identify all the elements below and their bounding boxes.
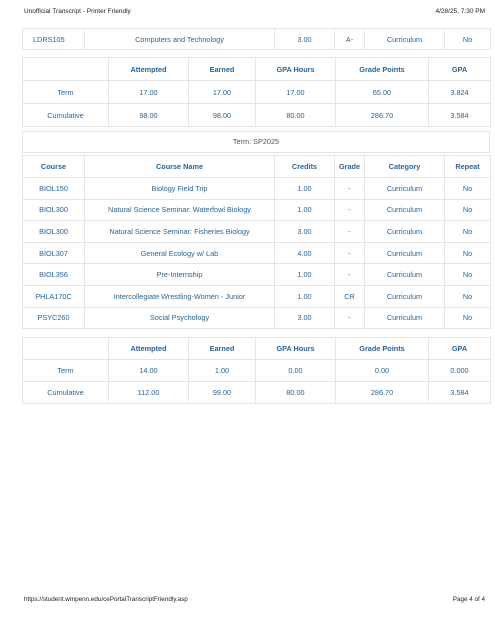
term-heading: Term: SP2025 bbox=[22, 131, 490, 153]
course-repeat: No bbox=[445, 29, 491, 50]
course-code: LDRS105 bbox=[23, 29, 85, 50]
course-credits: 3.00 bbox=[275, 29, 335, 50]
course-repeat: No bbox=[445, 178, 491, 200]
course-repeat: No bbox=[445, 242, 491, 264]
course-credits: 1.00 bbox=[275, 199, 335, 221]
course-credits: 4.00 bbox=[275, 242, 335, 264]
page-footer bbox=[24, 596, 487, 608]
summary-cell: 286.70 bbox=[336, 382, 429, 404]
previous-term-summary bbox=[22, 57, 491, 127]
course-grade: - bbox=[335, 178, 365, 200]
page-url[interactable]: https://student.wmpenn.edu/cePortalTranscriptFriendly.asp bbox=[24, 596, 188, 603]
course-code: BIOL150 bbox=[23, 178, 85, 200]
course-name: Natural Science Seminar: Waterfowl Biology bbox=[85, 199, 275, 221]
course-repeat: No bbox=[445, 221, 491, 243]
course-category: Curriculum bbox=[365, 199, 445, 221]
course-credits: 3.00 bbox=[275, 307, 335, 329]
table-row bbox=[23, 81, 491, 104]
summary-cell: 3.584 bbox=[429, 382, 491, 404]
course-repeat: No bbox=[445, 264, 491, 286]
summary-cell: 80.00 bbox=[256, 104, 336, 127]
course-grade: - bbox=[335, 199, 365, 221]
column-header: Repeat bbox=[445, 156, 491, 178]
course-code: PHLA170C bbox=[23, 285, 85, 307]
table-row bbox=[23, 221, 491, 243]
course-repeat: No bbox=[445, 199, 491, 221]
summary-header: Earned bbox=[189, 338, 256, 360]
summary-cell: 80.00 bbox=[256, 382, 336, 404]
column-header: Credits bbox=[275, 156, 335, 178]
table-row bbox=[23, 242, 491, 264]
summary-header: Grade Points bbox=[336, 338, 429, 360]
course-name: Social Psychology bbox=[85, 307, 275, 329]
print-datetime: 4/28/25, 7:30 PM bbox=[435, 8, 485, 15]
summary-label: Cumulative bbox=[23, 382, 109, 404]
course-header-row bbox=[23, 156, 491, 178]
column-header: Course bbox=[23, 156, 85, 178]
course-category: Curriculum bbox=[365, 242, 445, 264]
summary-header: Attempted bbox=[109, 58, 189, 81]
summary-label: Term bbox=[23, 360, 109, 382]
summary-cell: 98.00 bbox=[189, 104, 256, 127]
current-term-summary bbox=[22, 337, 491, 404]
course-grade: - bbox=[335, 307, 365, 329]
course-category: Curriculum bbox=[365, 221, 445, 243]
course-name: General Ecology w/ Lab bbox=[85, 242, 275, 264]
summary-header: GPA bbox=[429, 338, 491, 360]
course-name: Natural Science Seminar: Fisheries Biology bbox=[85, 221, 275, 243]
course-code: PSYC260 bbox=[23, 307, 85, 329]
course-name: Pre-Internship bbox=[85, 264, 275, 286]
table-row bbox=[23, 178, 491, 200]
column-header: Category bbox=[365, 156, 445, 178]
column-header: Course Name bbox=[85, 156, 275, 178]
summary-header-row bbox=[23, 338, 491, 360]
summary-cell: 98.00 bbox=[109, 104, 189, 127]
summary-cell: 112.00 bbox=[109, 382, 189, 404]
summary-header bbox=[23, 58, 109, 81]
course-category: Curriculum bbox=[365, 285, 445, 307]
course-repeat: No bbox=[445, 285, 491, 307]
course-code: BIOL300 bbox=[23, 221, 85, 243]
table-row bbox=[23, 29, 491, 50]
course-grade: A- bbox=[335, 29, 365, 50]
table-row bbox=[23, 360, 491, 382]
document-title: Unofficial Transcript - Printer Friendly bbox=[24, 8, 131, 15]
course-name: Biology Field Trip bbox=[85, 178, 275, 200]
course-credits: 1.00 bbox=[275, 178, 335, 200]
course-category: Curriculum bbox=[365, 307, 445, 329]
summary-header: Earned bbox=[189, 58, 256, 81]
course-credits: 1.00 bbox=[275, 264, 335, 286]
summary-cell: 0.00 bbox=[336, 360, 429, 382]
table-row bbox=[23, 382, 491, 404]
table-row bbox=[23, 307, 491, 329]
column-header: Grade bbox=[335, 156, 365, 178]
summary-header bbox=[23, 338, 109, 360]
summary-header: Attempted bbox=[109, 338, 189, 360]
course-code: BIOL356 bbox=[23, 264, 85, 286]
summary-cell: 0.00 bbox=[256, 360, 336, 382]
course-category: Curriculum bbox=[365, 178, 445, 200]
course-credits: 1.00 bbox=[275, 285, 335, 307]
summary-cell: 14.00 bbox=[109, 360, 189, 382]
table-row bbox=[23, 264, 491, 286]
table-row bbox=[23, 285, 491, 307]
page-number: Page 4 of 4 bbox=[452, 596, 485, 603]
course-code: BIOL300 bbox=[23, 199, 85, 221]
course-grade: - bbox=[335, 242, 365, 264]
summary-cell: 17.00 bbox=[256, 81, 336, 104]
course-name: Intercollegiate Wrestling-Women - Junior bbox=[85, 285, 275, 307]
course-grade: - bbox=[335, 221, 365, 243]
page-header bbox=[24, 8, 487, 20]
summary-cell: 99.00 bbox=[189, 382, 256, 404]
summary-cell: 17.00 bbox=[189, 81, 256, 104]
course-grade: CR bbox=[335, 285, 365, 307]
course-name: Computers and Technology bbox=[85, 29, 275, 50]
summary-cell: 17.00 bbox=[109, 81, 189, 104]
summary-header: GPA Hours bbox=[256, 58, 336, 81]
term-courses-table bbox=[22, 155, 491, 329]
summary-header: GPA bbox=[429, 58, 491, 81]
summary-cell: 1.00 bbox=[189, 360, 256, 382]
course-code: BIOL307 bbox=[23, 242, 85, 264]
table-row bbox=[23, 104, 491, 127]
course-credits: 3.00 bbox=[275, 221, 335, 243]
summary-header-row bbox=[23, 58, 491, 81]
summary-cell: 3.824 bbox=[429, 81, 491, 104]
previous-course-table bbox=[22, 28, 491, 50]
course-repeat: No bbox=[445, 307, 491, 329]
course-category: Curriculum bbox=[365, 264, 445, 286]
course-grade: - bbox=[335, 264, 365, 286]
summary-cell: 65.00 bbox=[336, 81, 429, 104]
summary-header: GPA Hours bbox=[256, 338, 336, 360]
summary-cell: 3.584 bbox=[429, 104, 491, 127]
summary-label: Term bbox=[23, 81, 109, 104]
table-row bbox=[23, 199, 491, 221]
summary-header: Grade Points bbox=[336, 58, 429, 81]
summary-cell: 286.70 bbox=[336, 104, 429, 127]
summary-cell: 0.000 bbox=[429, 360, 491, 382]
summary-label: Cumulative bbox=[23, 104, 109, 127]
course-category: Curriculum bbox=[365, 29, 445, 50]
